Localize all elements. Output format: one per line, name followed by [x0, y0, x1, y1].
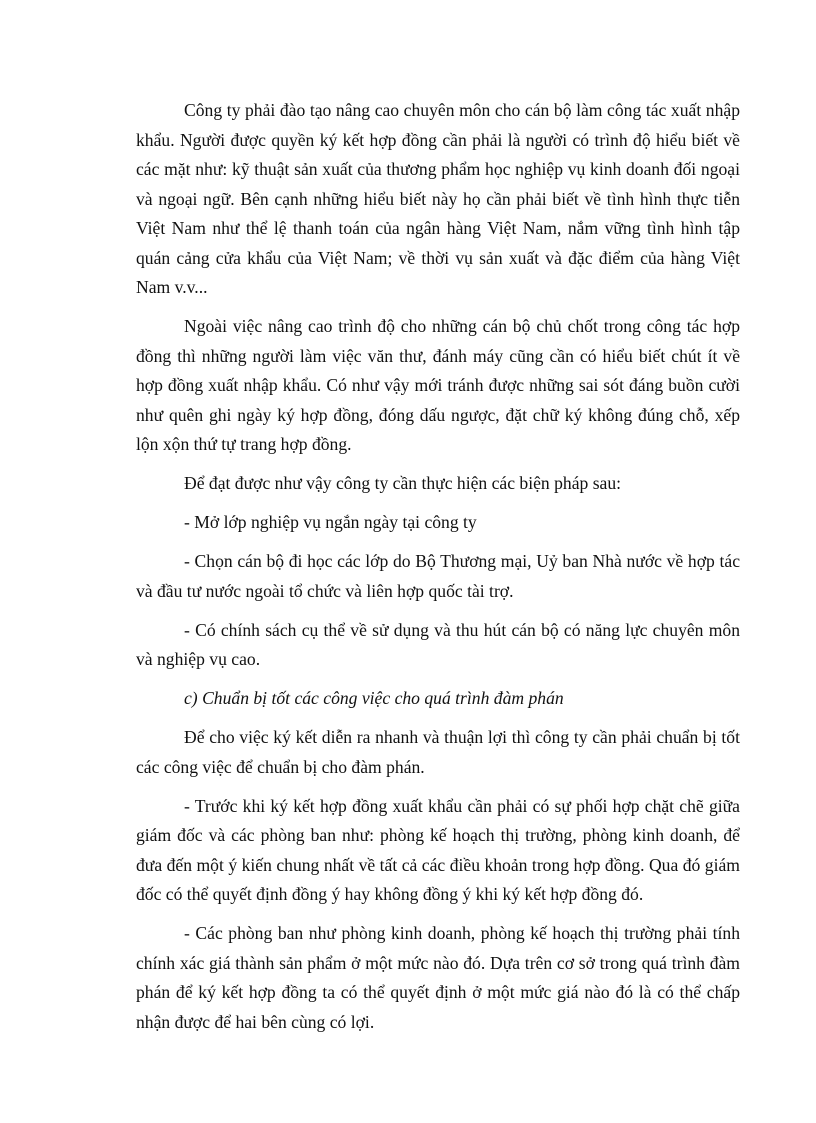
- paragraph-clerical-staff: Ngoài việc nâng cao trình độ cho những cán bộ chủ chốt trong công tác hợp đồng thì những người làm việc văn thư, đánh máy cũng cần có hiểu biết chút ít về hợp đồng xuất nhập khẩu. Có như vậy mới tránh được những sai sót đáng buồn cười như quên ghi ngày ký hợp đồng, đóng dấu ngược, đặt chữ ký không đúng chỗ, xếp lộn xộn thứ tự trang hợp đồng.: [136, 316, 740, 454]
- list-item-short-course: - Mở lớp nghiệp vụ ngắn ngày tại công ty: [184, 512, 477, 532]
- section-heading-negotiation: c) Chuẩn bị tốt các công việc cho quá trình đàm phán: [184, 688, 564, 708]
- list-item-pricing: - Các phòng ban như phòng kinh doanh, phòng kế hoạch thị trường phải tính chính xác giá thành sản phẩm ở một mức nào đó. Dựa trên cơ sở trong quá trình đàm phán để ký kết hợp đồng ta có thể quyết định ở một mức giá nào đó là có thể chấp nhận được để hai bên cùng có lợi.: [136, 923, 740, 1032]
- list-item-staff-policy: - Có chính sách cụ thể về sử dụng và thu hút cán bộ có năng lực chuyên môn và nghiệp vụ cao.: [136, 619, 740, 669]
- list-item-coordination: - Trước khi ký kết hợp đồng xuất khẩu cần phải có sự phối hợp chặt chẽ giữa giám đốc và các phòng ban như: phòng kế hoạch thị trường, phòng kinh doanh, để đưa đến một ý kiến chung nhất về tất cả các điều khoản trong hợp đồng. Qua đó giám đốc có thể quyết định đồng ý hay không đồng ý khi ký kết hợp đồng đó.: [136, 795, 740, 904]
- paragraph-training: Công ty phải đào tạo nâng cao chuyên môn cho cán bộ làm công tác xuất nhập khẩu. Người được quyền ký kết hợp đồng cần phải là người có trình độ hiểu biết về các mặt như: kỹ thuật sản xuất của thương phẩm học nghiệp vụ kinh doanh đối ngoại và ngoại ngữ. Bên cạnh những hiểu biết này họ cần phải biết về tình hình thực tiễn Việt Nam như thể lệ thanh toán của ngân hàng Việt Nam, nắm vững tình hình tập quán cảng cửa khẩu của Việt Nam; về thời vụ sản xuất và đặc điểm của hàng Việt Nam v.v...: [136, 100, 740, 297]
- list-item-select-staff: - Chọn cán bộ đi học các lớp do Bộ Thương mại, Uỷ ban Nhà nước về hợp tác và đầu tư nước ngoài tổ chức và liên hợp quốc tài trợ.: [136, 551, 740, 601]
- paragraph-negotiation-prep: Để cho việc ký kết diễn ra nhanh và thuận lợi thì công ty cần phải chuẩn bị tốt các công việc để chuẩn bị cho đàm phán.: [136, 727, 740, 777]
- paragraph-measures-intro: Để đạt được như vậy công ty cần thực hiện các biện pháp sau:: [184, 473, 622, 493]
- document-page: [136, 96, 740, 1047]
